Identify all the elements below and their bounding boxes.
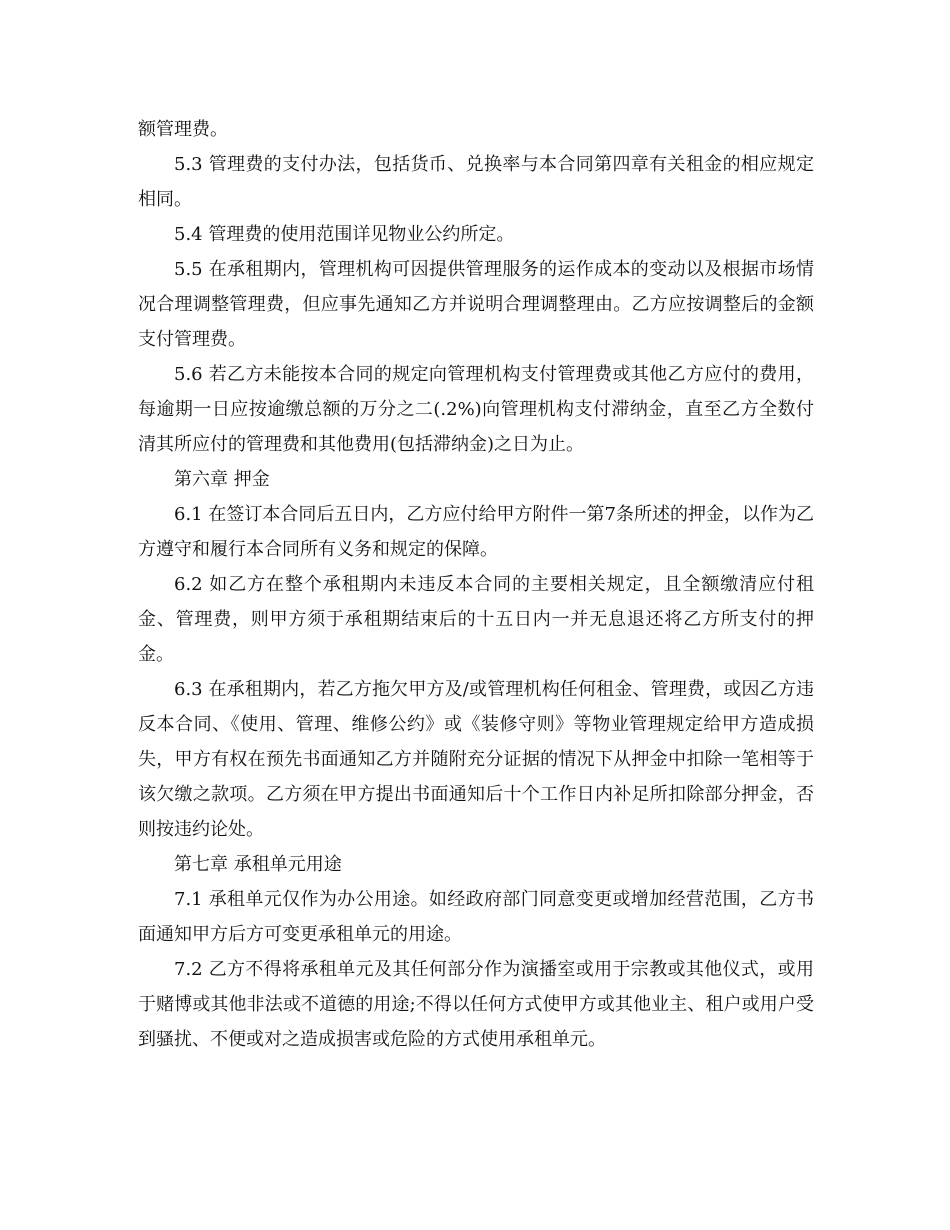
paragraph-5-3: 5.3 管理费的支付办法，包括货币、兑换率与本合同第四章有关租金的相应规定相同。 [138,154,814,210]
paragraph-5-5: 5.5 在承租期内，管理机构可因提供管理服务的运作成本的变动以及根据市场情况合理调整管理费，但应事先通知乙方并说明合理调整理由。乙方应按调整后的金额支付管理费。 [138,259,814,350]
chapter-6-heading: 第六章 押金 [174,469,270,490]
paragraph-continuation: 额管理费。 [138,119,228,140]
paragraph-5-4: 5.4 管理费的使用范围详见物业公约所定。 [174,224,515,245]
document-body [138,112,814,1057]
paragraph-7-2: 7.2 乙方不得将承租单元及其任何部分作为演播室或用于宗教或其他仪式，或用于赌博或其他非法或不道德的用途;不得以任何方式使甲方或其他业主、租户或用户受到骚扰、不便或对之造成损害或危险的方式使用承租单元。 [138,959,814,1050]
chapter-7-heading: 第七章 承租单元用途 [174,854,342,875]
paragraph-6-1: 6.1 在签订本合同后五日内，乙方应付给甲方附件一第7条所述的押金，以作为乙方遵守和履行本合同所有义务和规定的保障。 [138,504,814,560]
paragraph-6-2: 6.2 如乙方在整个承租期内未违反本合同的主要相关规定，且全额缴清应付租金、管理费，则甲方须于承租期结束后的十五日内一并无息退还将乙方所支付的押金。 [138,574,814,665]
paragraph-6-3: 6.3 在承租期内，若乙方拖欠甲方及/或管理机构任何租金、管理费，或因乙方违反本合同、《使用、管理、维修公约》或《装修守则》等物业管理规定给甲方造成损失，甲方有权在预先书面通知乙方并随附充分证据的情况下从押金中扣除一笔相等于该欠缴之款项。乙方须在甲方提出书面通知后十个工作日内补足所扣除部分押金，否则按违约论处。 [138,679,814,840]
paragraph-5-6: 5.6 若乙方未能按本合同的规定向管理机构支付管理费或其他乙方应付的费用，每逾期一日应按逾缴总额的万分之二(.2%)向管理机构支付滞纳金，直至乙方全数付清其所应付的管理费和其他费用(包括滞纳金)之日为止。 [138,364,814,455]
paragraph-7-1: 7.1 承租单元仅作为办公用途。如经政府部门同意变更或增加经营范围，乙方书面通知甲方后方可变更承租单元的用途。 [138,889,814,945]
